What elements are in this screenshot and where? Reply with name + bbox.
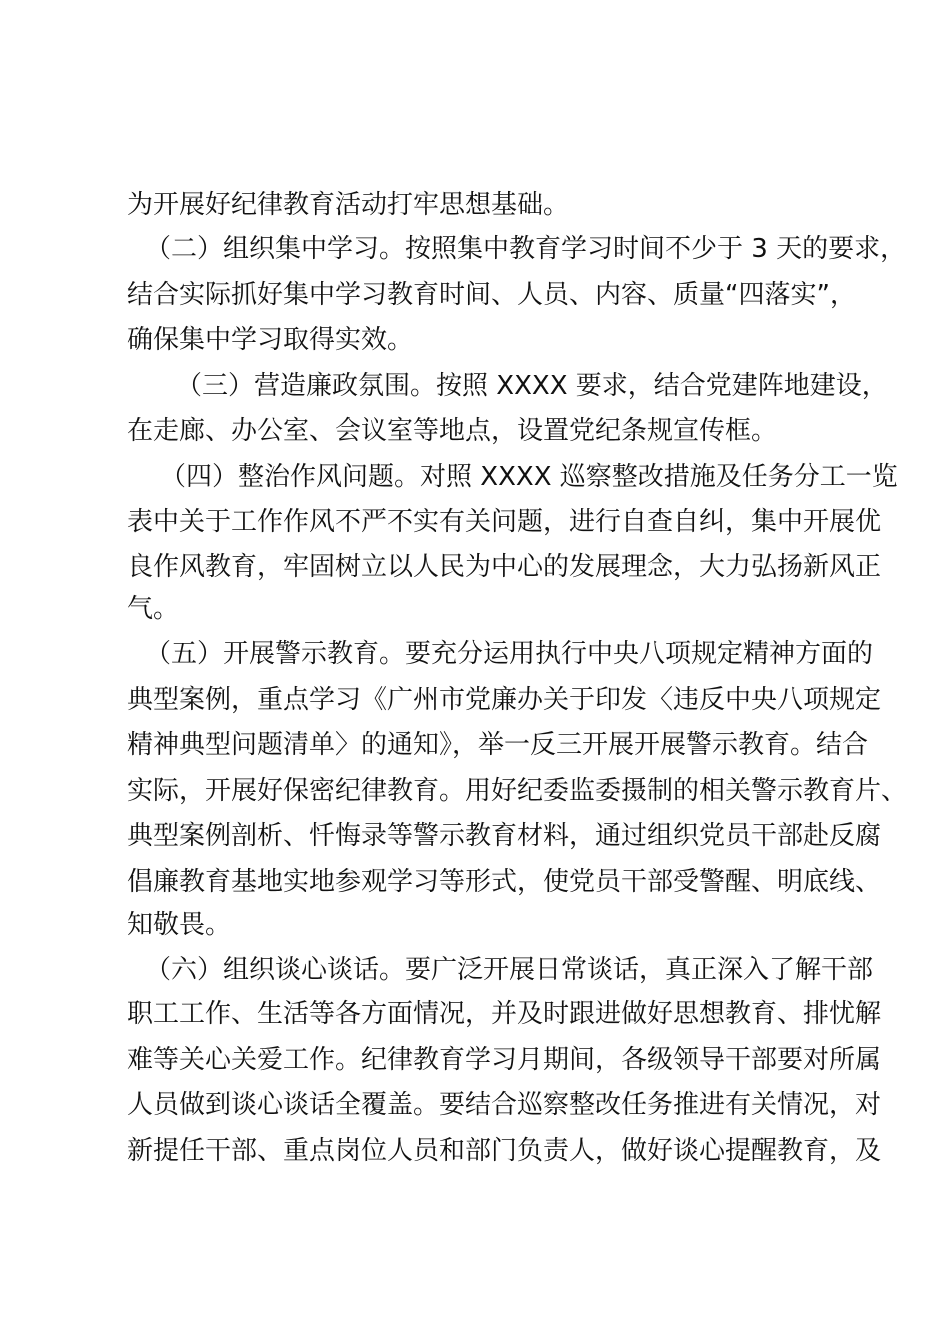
text-line: 精神典型问题清单〉的通知》，举一反三开展开展警示教育。结合 [127,730,869,760]
text-line: 表中关于工作作风不严不实有关问题，进行自查自纠，集中开展优 [127,507,882,537]
text-line: （五）开展警示教育。要充分运用执行中央八项规定精神方面的 [145,639,874,669]
text-line: 难等关心关爱工作。纪律教育学习月期间，各级领导干部要对所属 [127,1045,882,1075]
text-line: 职工工作、生活等各方面情况，并及时跟进做好思想教育、排忧解 [127,999,882,1029]
text-line: 典型案例，重点学习《广州市党廉办关于印发〈违反中央八项规定 [127,685,882,715]
text-line: 结合实际抓好集中学习教育时间、人员、内容、质量“四落实”， [127,280,856,310]
text-line: （六）组织谈心谈话。要广泛开展日常谈话，真正深入了解干部 [145,955,874,985]
text-line: 人员做到谈心谈话全覆盖。要结合巡察整改任务推进有关情况，对 [127,1090,882,1120]
text-line: （三）营造廉政氛围。按照 XXXX 要求，结合党建阵地建设， [176,371,888,401]
text-line: 良作风教育，牢固树立以人民为中心的发展理念，大力弘扬新风正 [127,552,882,582]
text-line: 倡廉教育基地实地参观学习等形式，使党员干部受警醒、明底线、 [127,867,882,897]
text-line: 实际，开展好保密纪律教育。用好纪委监委摄制的相关警示教育片、 [127,776,908,806]
text-line: 气。 [127,594,180,624]
text-line: （二）组织集中学习。按照集中教育学习时间不少于 3 天的要求， [145,234,907,264]
text-line: 典型案例剖析、忏悔录等警示教育材料，通过组织党员干部赴反腐 [127,821,882,851]
text-line: 确保集中学习取得实效。 [127,325,414,355]
text-line: （四）整治作风问题。对照 XXXX 巡察整改措施及任务分工一览 [160,462,898,492]
text-line: 在走廊、办公室、会议室等地点，设置党纪条规宣传框。 [127,416,778,446]
text-line: 新提任干部、重点岗位人员和部门负责人，做好谈心提醒教育，及 [127,1136,882,1166]
text-line: 知敬畏。 [127,910,232,940]
text-line: 为开展好纪律教育活动打牢思想基础。 [127,190,570,220]
